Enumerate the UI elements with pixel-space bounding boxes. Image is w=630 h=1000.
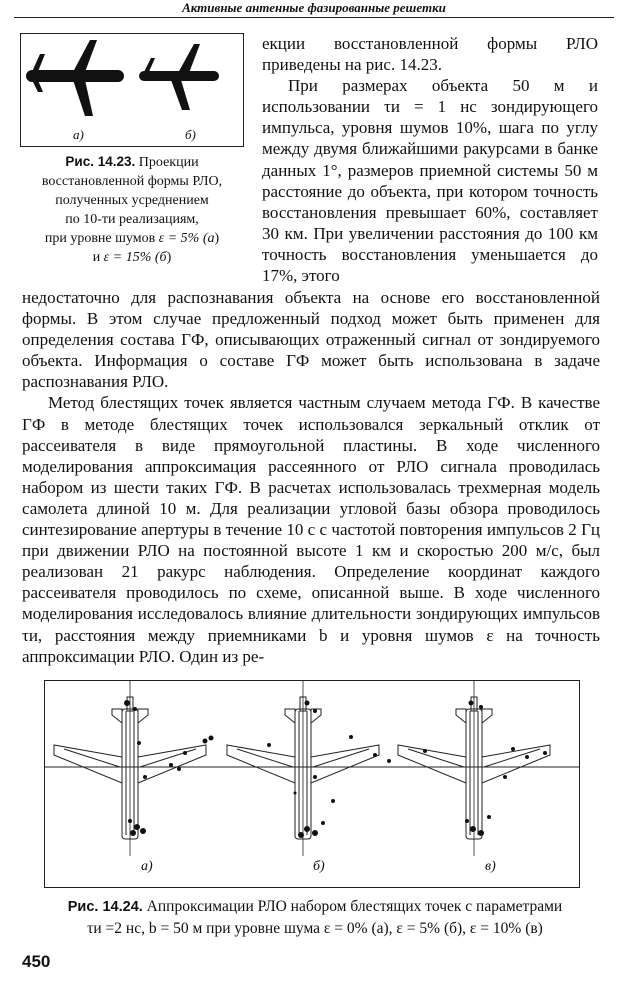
paragraph: При размерах объекта 50 м и использовании τи = 1 нс зондирующего импульса, уровня шумов 10%, шага по углу между двумя ближайшими ракурсами в банке данных 1°, размеров приемной системы 50 м расстояние до объекта, при котором точность восстановления превышает 60%, составляет 30 км. При увеличении расстояния до 100 км точность восстановления уменьшается до 17%, этого xyxy=(262,76,598,286)
running-title: Активные антенные фазированные решетки xyxy=(182,0,446,15)
right-column-text xyxy=(262,33,598,286)
page-number: 450 xyxy=(22,952,51,971)
caption-number: Рис. 14.23. xyxy=(65,154,136,169)
figure-14-23-caption: Рис. 14.23. Проекции восстановленной формы РЛО, полученных усреднением по 10-ти реализациям, при уровне шумов ε = 5% (а) и ε = 15% (б) xyxy=(41,154,223,265)
panel-label-a: а) xyxy=(141,859,153,874)
figure-14-24 xyxy=(44,680,580,888)
panel-label-b: б) xyxy=(313,859,325,874)
scatter-points-a xyxy=(124,700,214,836)
aircraft-silhouette-a xyxy=(26,40,124,116)
caption-number: Рис. 14.24. xyxy=(67,899,143,915)
body-text xyxy=(22,287,600,667)
panel-label-c: в) xyxy=(485,859,496,874)
paragraph: Метод блестящих точек является частным случаем метода ГФ. В качестве ГФ в методе блестящих точек использовался зеркальный отклик от рассеивателя в виде прямоугольной пластины. В ходе численного моделирования аппроксимация рассеянного от РЛО сигнала проводилась набором из шести таких ГФ. В расчетах использовалась трехмерная модель самолета длиной 10 м. Для реализации угловой базы обзора проводилось синтезирование апертуры в течение 10 с с частотой повторения импульсов 2 Гц при движении РЛО на постоянной высоте 1 км и скоростью 200 м/с, был реализован 21 ракурс наблюдения. Определение координат каждого рассеивателя проводилось по схеме, описанной выше. В ходе численного моделирования исследовалось влияние длительности зондирующих импульсов τи, расстояния между приемниками b и уровня шумов ε на точность аппроксимации РЛО. Один из ре- xyxy=(22,393,600,666)
aircraft-silhouette-b xyxy=(139,44,219,110)
figure-14-23 xyxy=(20,33,244,147)
panel-label-a: а) xyxy=(73,127,84,142)
paragraph: екции восстановленной формы РЛО приведены на рис. 14.23. xyxy=(262,34,598,75)
figure-14-24-image xyxy=(45,681,579,887)
panel-label-b: б) xyxy=(185,127,196,142)
scatter-points-b xyxy=(267,701,391,839)
paragraph: недостаточно для распознавания объекта на основе его восстановленной формы. В этом случае предложенный подход может быть применен для определения состава ГФ, описывающих отраженный сигнал от зондируемого объекта. Информация о составе ГФ может быть использована в задаче распознавания РЛО. xyxy=(22,288,600,392)
running-head xyxy=(14,0,614,18)
figure-14-23-image xyxy=(21,34,243,146)
figure-14-24-caption: Рис. 14.24. Аппроксимации РЛО набором блестящих точек с параметрами τи =2 нс, b = 50 м при уровне шума ε = 0% (а), ε = 5% (б), ε = 10% (в) xyxy=(67,898,563,937)
